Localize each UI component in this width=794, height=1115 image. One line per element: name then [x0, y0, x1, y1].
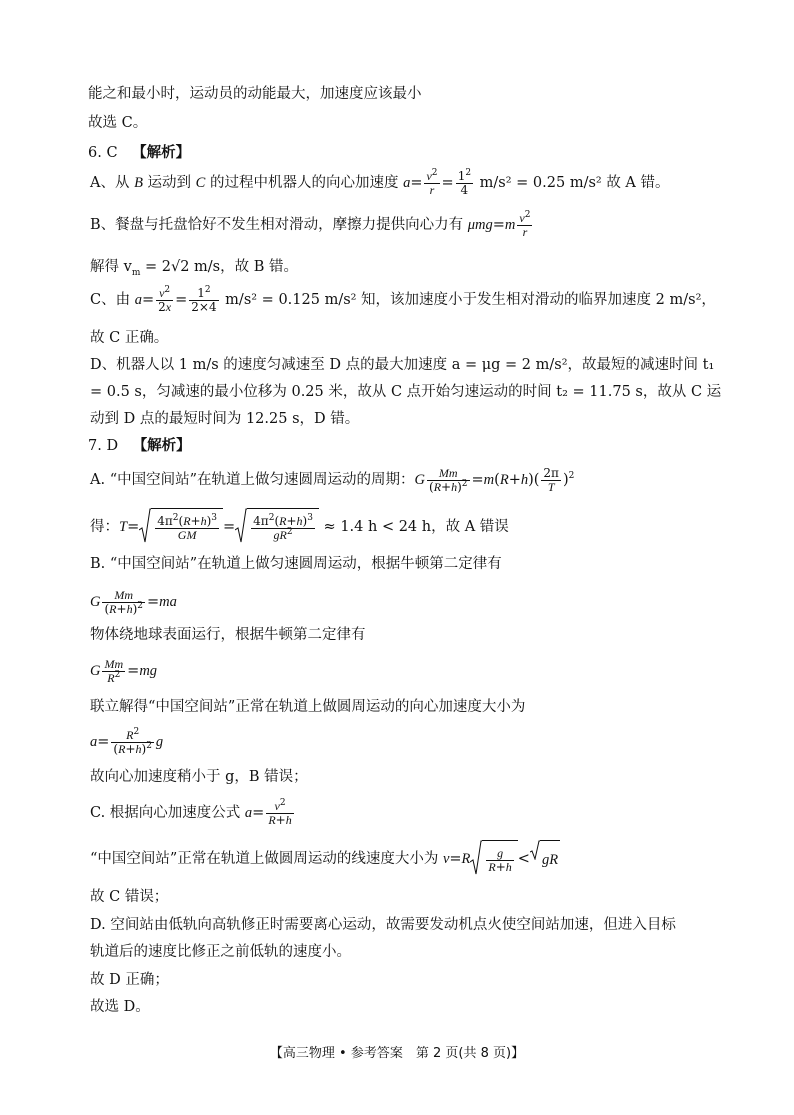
text-span: “中国空间站”正常在轨道上做圆周运动的线速度大小为 — [90, 851, 443, 867]
q6-option-c: C、由 a= $\frac{v^2}{2x}$ = $\frac{1^2}{2\times 4}$ m/s² = 0.125 m/s² 知，该加速度小于发生相对滑动的临界加速度 2 m/s²， — [90, 284, 716, 314]
formula-line: G $\frac{Mm}{(R+h)^2}$ =ma — [90, 587, 177, 616]
text-span: ≈ 1.4 h < 24 h，故 A 错误 — [318, 519, 509, 535]
text-line: 故 D 正确； — [90, 972, 169, 988]
formula: $\frac{Mm}{(R+h)^2}$ — [429, 465, 468, 494]
text-span: B、餐盘与托盘恰好不发生相对滑动，摩擦力提供向心力有 — [90, 217, 468, 233]
text-line: B. “中国空间站”在轨道上做匀速圆周运动，根据牛顿第二定律有 — [90, 556, 502, 572]
sqrt-formula: $\frac{4\pi^2(R+h)^3}{GM}$ — [139, 508, 223, 546]
formula: $\frac{Mm}{R^2}$ — [104, 656, 124, 685]
formula: $\frac{v^2}{2x}$ — [158, 284, 172, 314]
text-line: 物体绕地球表面运行，根据牛顿第二定律有 — [90, 627, 366, 643]
text-span: C. 根据向心加速度公式 — [90, 805, 245, 821]
text-span: A. “中国空间站”在轨道上做匀速圆周运动的周期： — [90, 472, 415, 488]
text-line: D. 空间站由低轨向高轨修正时需要离心运动，故需要发动机点火使空间站加速，但进入目标 — [90, 917, 676, 933]
q6-option-b: B、餐盘与托盘恰好不发生相对滑动，摩擦力提供向心力有 μmg=m $\frac{v^2}{r}$ — [90, 209, 531, 239]
text-span: m/s² = 0.125 m/s² 知，该加速度小于发生相对滑动的临界加速度 2 m/s²， — [220, 292, 716, 308]
text-span: = 2√2 m/s，故 B 错。 — [140, 259, 298, 275]
q7-option-a: A. “中国空间站”在轨道上做匀速圆周运动的周期：G $\frac{Mm}{(R+h)^2}$ =m(R+h)( $\frac{2\pi}{T}$ )$^2$ — [90, 465, 575, 494]
text-line: = 0.5 s，匀减速的最小位移为 0.25 米，故从 C 点开始匀速运动的时间 t₂ = 11.75 s，故从 C 运 — [90, 384, 722, 400]
text-span: m/s² = 0.25 m/s² 故 A 错。 — [475, 175, 670, 191]
formula: $\frac{1^2}{2\times 4}$ — [191, 284, 217, 314]
sqrt-formula: $\frac{g}{R+h}$ — [470, 840, 517, 878]
text-line: 故选 D。 — [90, 999, 150, 1015]
sqrt-formula: $\frac{4\pi^2(R+h)^3}{gR^2}$ — [235, 508, 319, 546]
q7-option-c-velocity: “中国空间站”正常在轨道上做圆周运动的线速度大小为 v=R $\frac{g}{R+h}$ < gR — [90, 840, 560, 878]
formula: $\frac{R^2}{(R+h)^2}$ — [113, 726, 152, 756]
q7-option-c: C. 根据向心加速度公式 a= $\frac{v^2}{R+h}$ — [90, 797, 292, 827]
text-line: 故 C 正确。 — [90, 330, 169, 346]
text-span: 的过程中机器人的向心加速度 — [205, 175, 404, 191]
formula: $\frac{2\pi}{T}$ — [543, 465, 559, 494]
radical-sign — [470, 840, 482, 876]
text-line: 轨道后的速度比修正之前低轨的速度小。 — [90, 944, 351, 960]
text-line: 联立解得“中国空间站”正常在轨道上做圆周运动的向心加速度大小为 — [90, 699, 526, 715]
text-span: 解得 v — [90, 259, 132, 275]
text-line: 能之和最小时，运动员的动能最大，加速度应该最小 — [88, 86, 422, 102]
text-span: C — [195, 175, 206, 191]
question-number: 7. D — [88, 438, 119, 454]
formula: $\frac{Mm}{(R+h)^2}$ — [104, 587, 143, 616]
radical-sign — [139, 508, 151, 544]
radical-sign — [235, 508, 247, 544]
analysis-tag: 【解析】 — [132, 437, 191, 454]
text-line: 故选 C。 — [88, 115, 148, 131]
text-span: 得： — [90, 519, 119, 535]
text-line: 动到 D 点的最短时间为 12.25 s，D 错。 — [90, 411, 360, 427]
question-number: 6. C — [88, 145, 118, 161]
formula: $\frac{v^2}{r}$ — [519, 209, 531, 239]
text-line: 故向心加速度稍小于 g，B 错误； — [90, 769, 308, 785]
page-footer: 【高三物理 • 参考答案 第 2 页(共 8 页)】 — [269, 1046, 525, 1061]
q6-option-b-result — [90, 257, 298, 277]
formula: $\frac{v^2}{r}$ — [426, 167, 438, 197]
sqrt-formula: gR — [530, 840, 560, 878]
text-span: 运动到 — [142, 175, 196, 191]
text-span: C、由 — [90, 292, 135, 308]
text-line: D、机器人以 1 m/s 的速度匀减速至 D 点的最大加速度 a = μg = 2 m/s²，故最短的减速时间 t₁ — [90, 357, 715, 373]
formula: $\frac{1^2}{4}$ — [457, 167, 472, 197]
text-line: 故 C 错误； — [90, 889, 169, 905]
question-7-header — [88, 436, 191, 456]
analysis-tag: 【解析】 — [132, 144, 191, 161]
question-6-header — [88, 143, 190, 163]
q7-option-a-result: 得：T= $\frac{4\pi^2(R+h)^3}{GM}$ = $\frac{4\pi^2(R+h)^3}{gR^2}$ ≈ 1.4 h < 24 h，故 A 错误 — [90, 508, 509, 546]
radical-sign — [530, 840, 540, 860]
text-span: A、从 — [90, 175, 135, 191]
formula: $\frac{v^2}{R+h}$ — [268, 797, 292, 827]
formula-line: a= $\frac{R^2}{(R+h)^2}$ g — [90, 726, 164, 756]
text-span: m — [131, 267, 141, 278]
q6-option-a: A、从 B 运动到 C 的过程中机器人的向心加速度 a= $\frac{v^2}{r}$ = $\frac{1^2}{4}$ m/s² = 0.25 m/s² 故 A 错。 — [90, 167, 670, 197]
text-span: B — [134, 175, 143, 191]
formula-line: G $\frac{Mm}{R^2}$ =mg — [90, 656, 158, 685]
